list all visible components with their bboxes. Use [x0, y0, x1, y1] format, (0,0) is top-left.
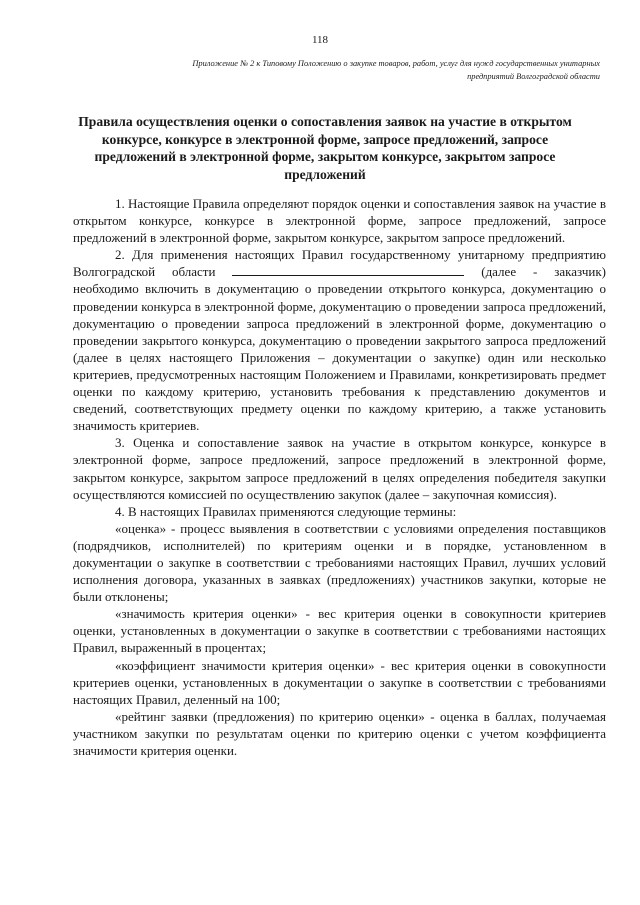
page-number: 118 [311, 34, 329, 46]
document-body [73, 195, 606, 759]
paragraph-3: 3. Оценка и сопоставление заявок на участие в открытом конкурсе, конкурсе в электронной форме, запросе предложений, запросе предложений в электронной форме, закрытом конкурсе, закрытом запросе предложений в целях определения победителя закупки осуществляются комиссией по осуществлению закупок (далее – закупочная комиссия). [73, 435, 606, 502]
paragraph-2-start: 2. Для применения настоящих Правил государственному унитарному предприятию Волгоградской области [73, 247, 606, 280]
term-weight-coefficient: «коэффициент значимости критерия оценки» - вес критерия оценки в совокупности критериев оценки, установленных в документации о закупке в соответствии с требованиями настоящих Правил, деленный на 100; [73, 657, 606, 707]
term-application-rating: «рейтинг заявки (предложения) по критерию оценки» - оценка в баллах, получаемая участником закупки по результатам оценки по критерию оценки с учетом коэффициента значимости критерия оценки. [73, 708, 606, 758]
term-evaluation: «оценка» - процесс выявления в соответствии с условиями определения поставщиков (подрядчиков, исполнителей) по критериям оценки и в порядке, установленном в документации о закупке в соответствии с требованиями настоящих Правил, лучших условий исполнения договора, указанных в заявках (предложениях) участников закупки, которые не были отклонены; [73, 520, 606, 605]
paragraph-2 [73, 246, 606, 434]
paragraph-4: 4. В настоящих Правилах применяются следующие термины: [115, 503, 457, 519]
blank-fill-line [232, 264, 464, 276]
term-criterion-weight: «значимость критерия оценки» - вес критерия оценки в совокупности критериев оценки, установленных в документации о закупке в соответствии с требованиями настоящих Правил, выраженный в процентах; [73, 606, 606, 656]
paragraph-2-end: (далее - заказчик) необходимо включить в документацию о проведении открытого конкурса, документацию о проведении конкурса в электронной форме, документацию о проведении запроса предложений, документацию о проведении запроса предложений в электронной форме, документацию о проведении закрытого конкурса, документацию о проведении закрытого запроса предложений (далее в целях настоящего Приложения – документации о закупке) один или несколько критериев, предусмотренных настоящим Положением и Правилами, конкретизировать предмет оценки по каждому критерию, установить требования к представлению документов и сведений, соответствующих предмету оценки по каждому критерию, а также установить значимость критериев. [73, 264, 607, 434]
paragraph-1: 1. Настоящие Правила определяют порядок оценки и сопоставления заявок на участие в открытом конкурсе, конкурсе в электронной форме, запросе предложений, запросе предложений в электронной форме, закрытом конкурсе, закрытом запросе предложений. [73, 196, 606, 246]
appendix-note: Приложение № 2 к Типовому Положению о закупке товаров, работ, услуг для нужд государственных унитарных предприятий Волгоградской области [192, 59, 600, 81]
document-title: Правила осуществления оценки о сопоставления заявок на участие в открытом конкурсе, конкурсе в электронной форме, запросе предложений, запросе предложений в электронной форме, закрытом конкурсе, закрытом запросе предложений [78, 114, 572, 182]
